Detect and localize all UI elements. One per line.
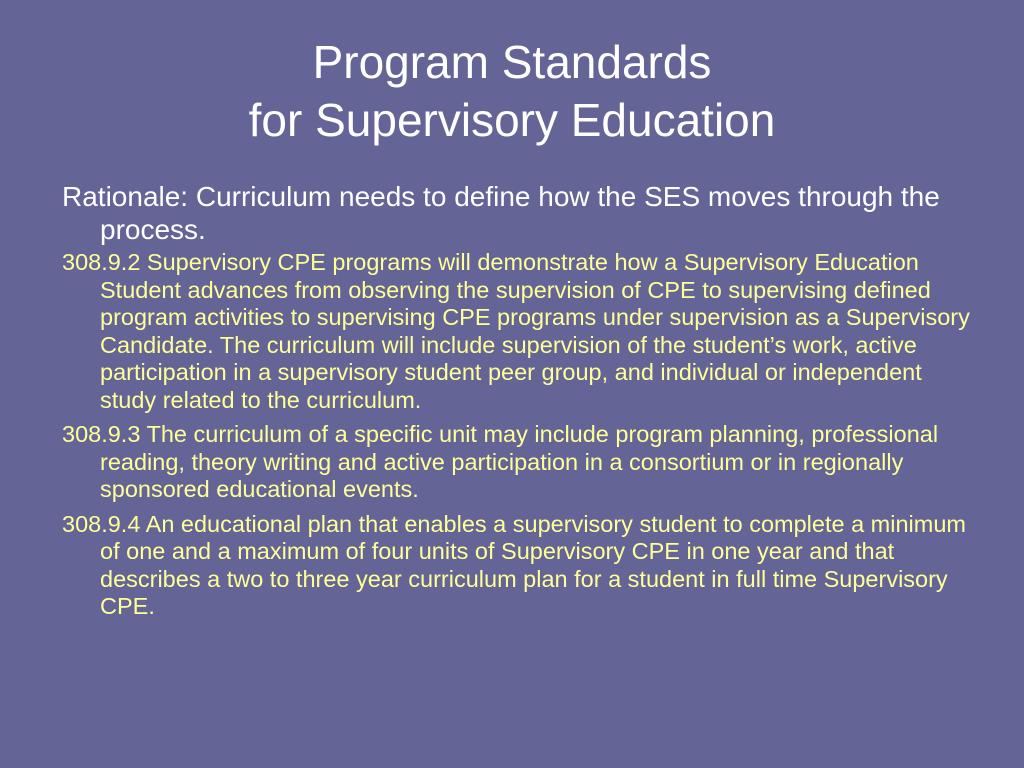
standard-308-9-4: 308.9.4 An educational plan that enables a supervisory student to complete a minimum of one and a maximum of four units of Supervisory CPE in one year and that describes a two to three year curriculum plan for a student in full time Supervisory CPE. <box>62 510 966 619</box>
slide-title-line-1: Program Standards <box>312 36 712 88</box>
slide-title-line-2: for Supervisory Education <box>248 94 776 146</box>
rationale-paragraph: Rationale: Curriculum needs to define how the SES moves through the process. <box>62 181 940 245</box>
slide-body <box>62 180 972 628</box>
slide-title <box>0 33 1024 149</box>
standard-308-9-2: 308.9.2 Supervisory CPE programs will demonstrate how a Supervisory Education Student advances from observing the supervision of CPE to supervising defined program activities to supervising CPE programs under supervision as a Supervisory Candidate. The curriculum will include supervision of the student’s work, active participation in a supervisory student peer group, and individual or independent study related to the curriculum. <box>62 249 970 413</box>
standard-308-9-3: 308.9.3 The curriculum of a specific unit may include program planning, professional reading, theory writing and active participation in a consortium or in regionally sponsored educational events. <box>62 421 939 502</box>
